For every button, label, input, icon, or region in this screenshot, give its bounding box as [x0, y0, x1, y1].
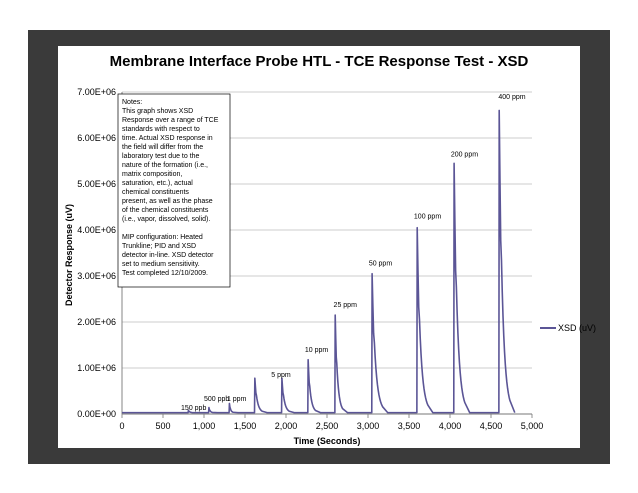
legend	[540, 323, 596, 333]
notes-line: set to medium sensitivity.	[122, 261, 200, 268]
y-tick-label: 3.00E+06	[77, 271, 116, 281]
notes-line: matrix composition,	[122, 171, 183, 178]
y-tick-label: 5.00E+06	[77, 179, 116, 189]
x-tick-label: 0	[119, 421, 125, 431]
y-tick-label: 6.00E+06	[77, 133, 116, 143]
notes-line: nature of the formation (i.e.,	[122, 162, 208, 169]
x-tick-label: 1,000	[192, 421, 216, 431]
peak-label: 50 ppm	[368, 260, 393, 268]
legend-label: XSD (uV)	[558, 323, 597, 333]
notes-line: MIP configuration: Heated	[122, 234, 203, 241]
notes-line: This graph shows XSD	[122, 108, 194, 115]
peak-label: 10 ppm	[304, 346, 329, 354]
notes-line: Test completed 12/10/2009.	[122, 270, 209, 277]
notes-line: present, as well as the phase	[122, 198, 213, 205]
notes-box	[118, 94, 230, 287]
x-tick-label: 3,500	[397, 421, 421, 431]
x-tick-label: 3,000	[356, 421, 380, 431]
x-tick-label: 1,500	[233, 421, 257, 431]
x-tick-label: 4,000	[438, 421, 462, 431]
peak-annotations	[181, 94, 526, 412]
peak-label: 1 ppm	[226, 396, 247, 404]
peak-label: 200 ppm	[450, 151, 479, 159]
y-tick-label: 4.00E+06	[77, 225, 116, 235]
y-axis-ticks	[77, 87, 116, 419]
y-axis-label: Detector Response (uV)	[64, 203, 74, 307]
peak-label: 400 ppm	[498, 93, 526, 101]
y-tick-label: 2.00E+06	[77, 317, 116, 327]
x-tick-label: 2,000	[274, 421, 298, 431]
notes-line: Trunkline; PID and XSD	[122, 243, 197, 250]
notes-line: Response over a range of TCE	[122, 117, 219, 124]
x-axis-label: Time (Seconds)	[293, 436, 361, 446]
notes-line: laboratory test due to the	[122, 153, 200, 160]
x-tick-label: 4,500	[479, 421, 503, 431]
peak-label: 150 ppb	[181, 404, 207, 412]
x-tick-label: 5,000	[520, 421, 544, 431]
notes-line: chemical constituents	[122, 189, 189, 196]
y-tick-label: 7.00E+06	[77, 87, 116, 97]
notes-line: detector in-line. XSD detector	[122, 252, 214, 259]
peak-label: 500 ppb	[204, 396, 230, 404]
chart-title: Membrane Interface Probe HTL - TCE Response Test - XSD	[109, 53, 529, 70]
notes-line: Notes:	[122, 99, 143, 106]
x-tick-label: 2,500	[315, 421, 339, 431]
notes-line: (i.e., vapor, dissolved, solid).	[122, 216, 211, 223]
notes-line: saturation, etc.), actual	[122, 180, 193, 187]
x-tick-label: 500	[155, 421, 171, 431]
y-tick-label: 1.00E+06	[77, 363, 116, 373]
peak-label: 5 ppm	[271, 372, 291, 380]
notes-line: standards with respect to	[122, 126, 200, 133]
y-tick-label: 0.00E+00	[77, 409, 116, 419]
peak-label: 100 ppm	[413, 213, 442, 221]
notes-line: of the chemical constituents	[122, 207, 209, 214]
notes-line: time. Actual XSD response in	[122, 135, 213, 142]
x-axis-ticks	[119, 414, 543, 431]
peak-label: 25 ppm	[333, 301, 357, 309]
notes-line: the field will differ from the	[122, 144, 204, 151]
